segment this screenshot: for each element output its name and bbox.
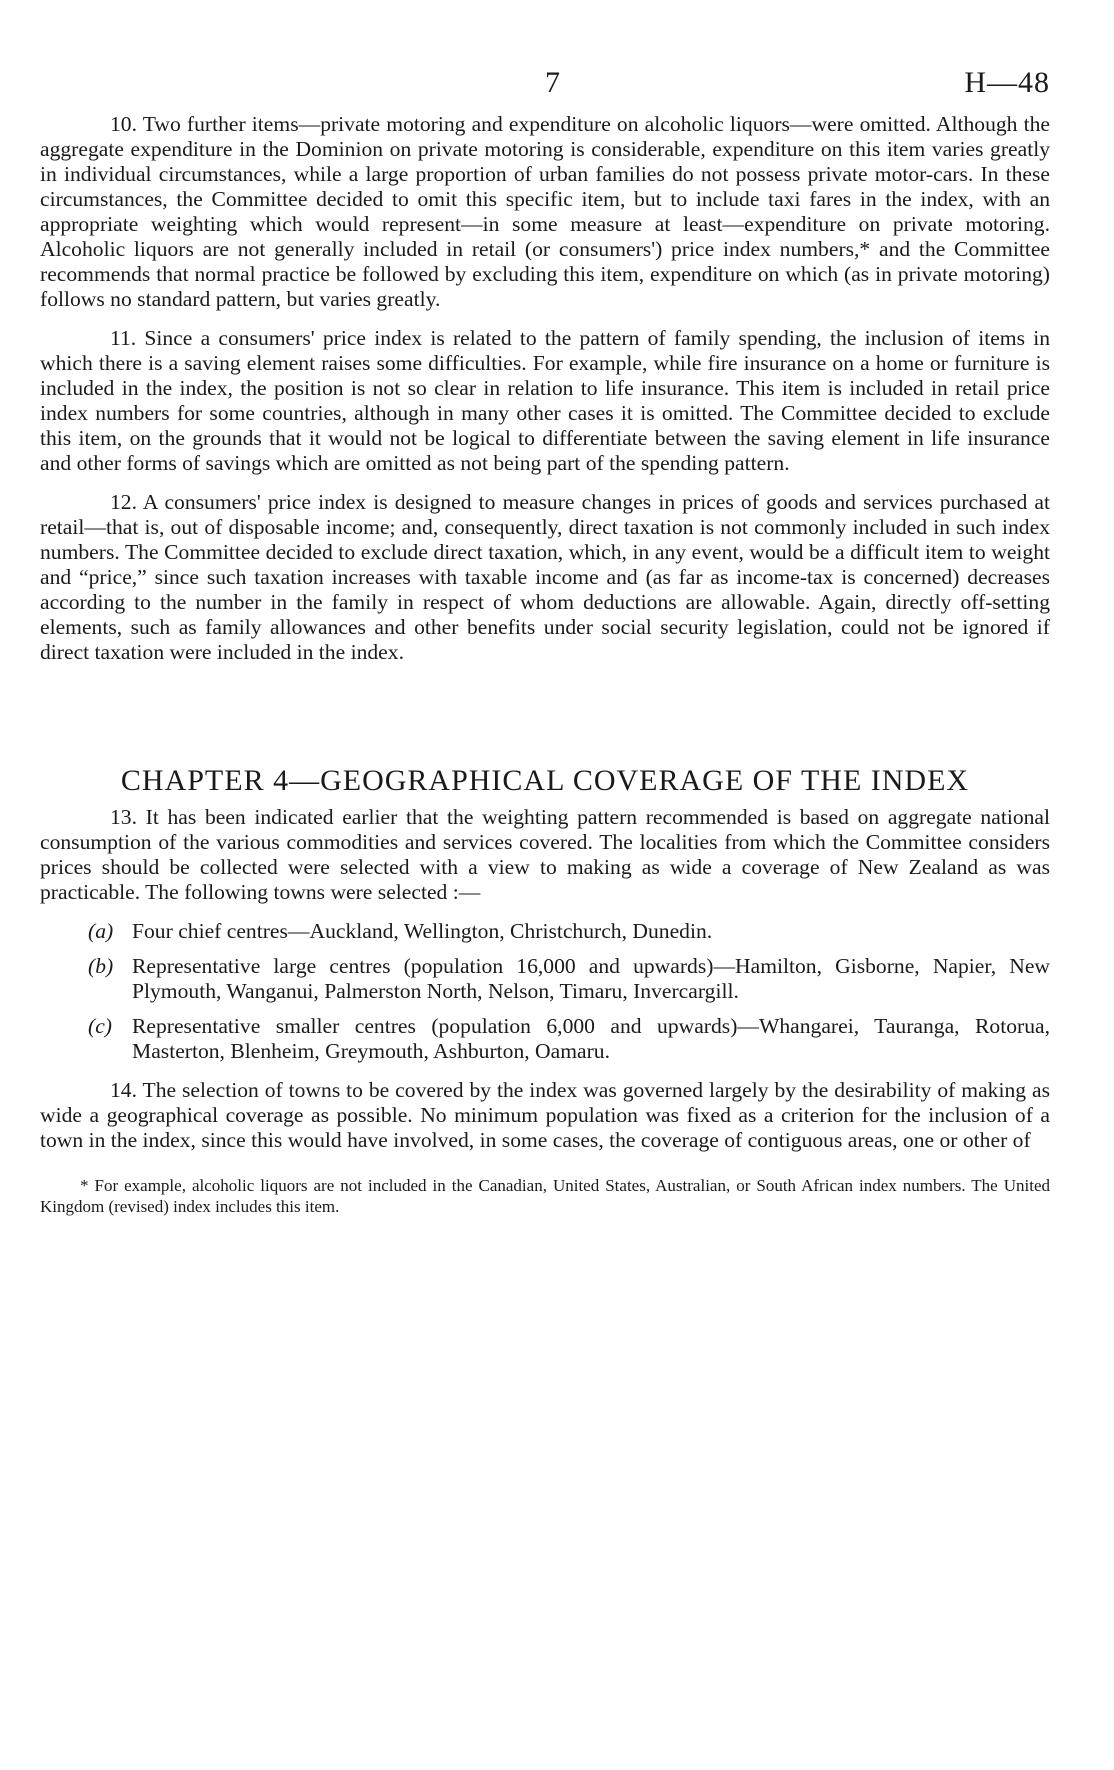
list-item-text: Representative smaller centres (population 6,000 and upwards)—Whangarei, Tauranga, Rotorua, Masterton, Blenheim, Greymouth, Ashburton, Oamaru. bbox=[132, 1014, 1050, 1063]
paragraph-13: 13. It has been indicated earlier that the weighting pattern recommended is based on aggregate national consumption of the various commodities and services covered. The localities from which the Committee considers prices should be collected were selected with a view to making as wide a coverage of New Zealand as was practicable. The following towns were selected :— bbox=[40, 805, 1050, 904]
town-list bbox=[40, 919, 1050, 1064]
paragraph-12: 12. A consumers' price index is designed to measure changes in prices of goods and services purchased at retail—that is, out of disposable income; and, consequently, direct taxation is not commonly included in such index numbers. The Committee decided to exclude direct taxation, which, in any event, would be a difficult item to weight and “price,” since such taxation increases with taxable income and (as far as income-tax is concerned) decreases according to the number in the family in respect of whom deductions are allowable. Again, directly off-setting elements, such as family allowances and other benefits under social security legislation, could not be ignored if direct taxation were included in the index. bbox=[40, 490, 1050, 664]
list-item bbox=[40, 1014, 1050, 1064]
list-item-label: (b) bbox=[88, 954, 114, 978]
list-item-text: Four chief centres—Auckland, Wellington, Christchurch, Dunedin. bbox=[132, 919, 713, 943]
footnote: * For example, alcoholic liquors are not included in the Canadian, United States, Australian, or South African index numbers. The United Kingdom (revised) index includes this item. bbox=[40, 1176, 1050, 1216]
list-item-label: (c) bbox=[88, 1014, 112, 1038]
document-reference: H—48 bbox=[964, 66, 1050, 99]
document-page bbox=[40, 60, 1050, 1217]
chapter-title: CHAPTER 4—GEOGRAPHICAL COVERAGE OF THE INDEX bbox=[120, 764, 970, 797]
list-item-text: Representative large centres (population 16,000 and upwards)—Hamilton, Gisborne, Napier, New Plymouth, Wanganui, Palmerston North, Nelson, Timaru, Invercargill. bbox=[132, 954, 1050, 1003]
paragraph-14: 14. The selection of towns to be covered by the index was governed largely by the desirability of making as wide a geographical coverage as possible. No minimum population was fixed as a criterion for the inclusion of a town in the index, since this would have involved, in some cases, the coverage of contiguous areas, one or other of bbox=[40, 1078, 1050, 1152]
paragraph-10: 10. Two further items—private motoring and expenditure on alcoholic liquors—were omitted. Although the aggregate expenditure in the Dominion on private motoring is considerable, expenditure on this item varies greatly in individual circumstances, while a large proportion of urban families do not possess private motor-cars. In these circumstances, the Committee decided to omit this specific item, but to include taxi fares in the index, with an appropriate weighting which would represent—in some measure at least—expenditure on private motoring. Alcoholic liquors are not generally included in retail (or consumers') price index numbers,* and the Committee recommends that normal practice be followed by excluding this item, expenditure on which (as in private motoring) follows no standard pattern, but varies greatly. bbox=[40, 112, 1050, 311]
list-item bbox=[40, 919, 1050, 944]
list-item-label: (a) bbox=[88, 919, 114, 943]
page-number: 7 bbox=[545, 66, 560, 99]
list-item bbox=[40, 954, 1050, 1004]
page-header bbox=[40, 60, 1050, 112]
paragraph-11: 11. Since a consumers' price index is related to the pattern of family spending, the inclusion of items in which there is a saving element raises some difficulties. For example, while fire insurance on a home or furniture is included in the index, the position is not so clear in relation to life insurance. This item is included in retail price index numbers for some countries, although in many other cases it is omitted. The Committee decided to exclude this item, on the grounds that it would not be logical to differentiate between the saving element in life insurance and other forms of savings which are omitted as not being part of the spending pattern. bbox=[40, 326, 1050, 475]
